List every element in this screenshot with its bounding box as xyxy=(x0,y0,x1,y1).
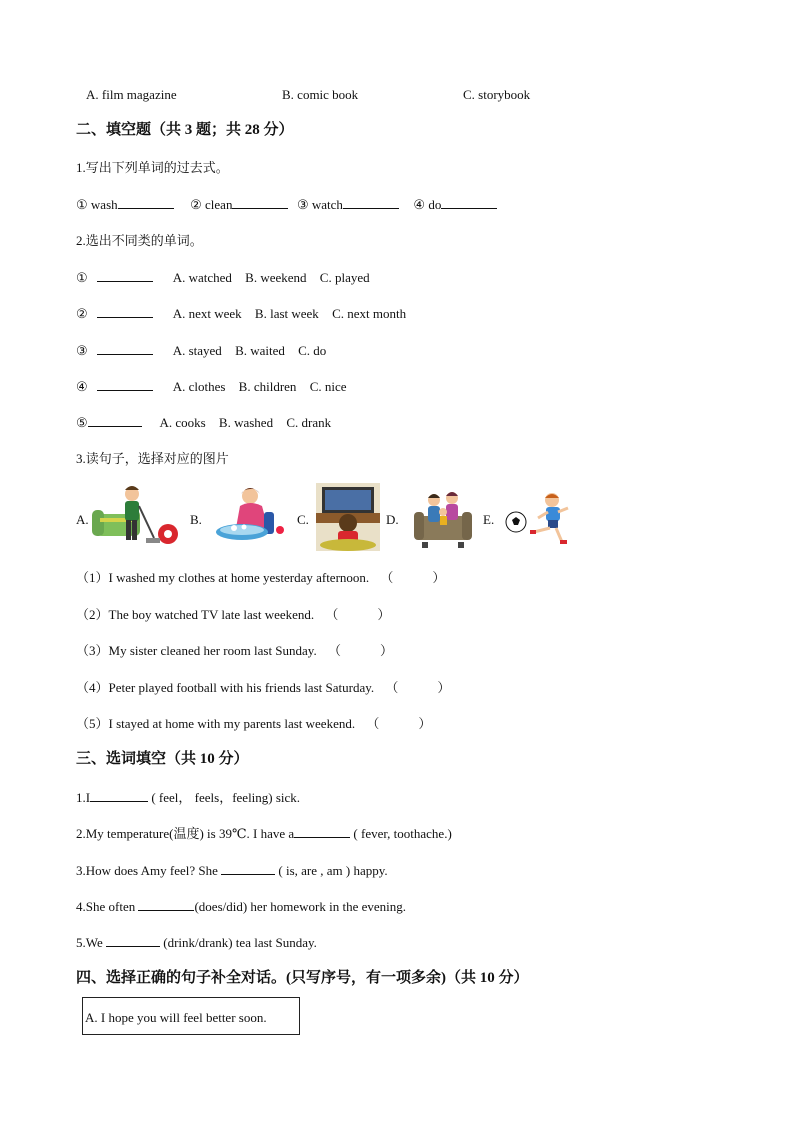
sentence-num: （5） xyxy=(76,716,109,731)
sentence-num: （1） xyxy=(76,570,109,585)
choice-b: B. last week xyxy=(254,306,319,321)
answer-blank[interactable] xyxy=(343,196,399,209)
row-num: ① xyxy=(76,270,88,285)
row-num: ② xyxy=(76,306,88,321)
vacuum-cleaning-icon xyxy=(92,484,184,550)
q3-sentence-5 xyxy=(76,716,431,732)
q2-row-1 xyxy=(76,269,370,286)
section3-heading: 三、选词填空（共 10 分） xyxy=(76,751,249,767)
q1-item-2-num: ② xyxy=(190,197,202,212)
q1-item-3-word: watch xyxy=(311,197,343,212)
item-text-pre: 3.How does Amy feel? She xyxy=(76,863,218,878)
family-sofa-icon xyxy=(414,486,476,550)
q1-item-2-word: clean xyxy=(205,197,233,212)
item-text-post: (does/did) her homework in the evening. xyxy=(194,899,407,914)
q1-item-4-num: ④ xyxy=(413,197,426,212)
sentence-num: （2） xyxy=(76,607,109,622)
sentence-text: I stayed at home with my parents last weekend. xyxy=(108,716,356,731)
q3-prompt: 3.读句子，选择对应的图片 xyxy=(76,451,229,466)
answer-blank[interactable] xyxy=(97,305,153,318)
answer-blank[interactable] xyxy=(97,269,153,282)
q2-row-2 xyxy=(76,305,406,322)
choice-a: A. next week xyxy=(172,306,242,321)
choice-b: B. waited xyxy=(235,343,285,358)
q1-item-1-num: ① xyxy=(76,197,88,212)
pic-label-c: C. xyxy=(297,512,309,527)
choice-c: C. do xyxy=(298,343,327,358)
sentence-text: My sister cleaned her room last Sunday. xyxy=(108,643,317,658)
row-num: ④ xyxy=(76,379,88,394)
q1-prompt: 1.写出下列单词的过去式。 xyxy=(76,160,229,175)
answer-blank[interactable] xyxy=(138,898,194,911)
choice-a: A. stayed xyxy=(172,343,222,358)
choice-b: B. weekend xyxy=(245,270,307,285)
sentence-text: I washed my clothes at home yesterday afternoon. xyxy=(108,570,370,585)
pic-label-d: D. xyxy=(386,512,399,527)
answer-blank[interactable] xyxy=(118,196,174,209)
option-c: C. storybook xyxy=(463,87,531,102)
answer-blank[interactable] xyxy=(221,862,275,875)
q2-row-5 xyxy=(76,414,331,431)
s3-item-2 xyxy=(76,825,452,842)
pic-label-a: A. xyxy=(76,512,89,527)
answer-parens[interactable]: （ ） xyxy=(380,570,446,585)
sentence-text: Peter played football with his friends last Saturday. xyxy=(108,680,375,695)
s3-item-5 xyxy=(76,934,317,951)
answer-blank[interactable] xyxy=(106,934,160,947)
washing-clothes-icon xyxy=(210,484,290,550)
item-text-pre: 1.I xyxy=(76,790,91,805)
choice-b: B. washed xyxy=(218,415,274,430)
watching-tv-icon xyxy=(316,483,380,551)
q3-sentence-1 xyxy=(76,570,445,586)
q3-sentence-3 xyxy=(76,643,393,659)
item-text-post: (drink/drank) tea last Sunday. xyxy=(163,935,317,950)
choice-c: C. next month xyxy=(332,306,407,321)
pic-label-b: B. xyxy=(190,512,202,527)
q2-row-4 xyxy=(76,378,347,395)
answer-blank[interactable] xyxy=(97,342,153,355)
choice-a: A. clothes xyxy=(172,379,226,394)
section4-heading: 四、选择正确的句子补全对话。(只写序号，有一项多余)（共 10 分） xyxy=(76,970,529,986)
choice-b: B. children xyxy=(238,379,297,394)
option-a: A. film magazine xyxy=(86,87,177,102)
s3-item-3 xyxy=(76,862,388,879)
option-b: B. comic book xyxy=(282,87,359,102)
answer-blank[interactable] xyxy=(441,196,497,209)
option-box-text: A. I hope you will feel better soon. xyxy=(85,1010,267,1025)
answer-parens[interactable]: （ ） xyxy=(385,680,451,695)
choice-c: C. nice xyxy=(309,379,347,394)
item-text-pre: 2.My temperature(温度) is 39℃. I have a xyxy=(76,826,295,841)
answer-parens[interactable]: （ ） xyxy=(325,607,391,622)
choice-a: A. cooks xyxy=(159,415,206,430)
item-text-post: ( fever, toothache.) xyxy=(353,826,452,841)
sentence-text: The boy watched TV late last weekend. xyxy=(108,607,315,622)
answer-blank[interactable] xyxy=(294,825,350,838)
section2-heading: 二、填空题（共 3 题；共 28 分） xyxy=(76,122,294,138)
item-text-pre: 4.She often xyxy=(76,899,136,914)
answer-blank[interactable] xyxy=(90,789,148,802)
q3-sentence-2 xyxy=(76,607,390,623)
q1-item-3-num: ③ xyxy=(296,197,309,212)
q1-item-1-word: wash xyxy=(90,197,118,212)
choice-a: A. watched xyxy=(172,270,232,285)
choice-c: C. drank xyxy=(286,415,332,430)
item-text-post: ( is, are , am ) happy. xyxy=(278,863,388,878)
answer-blank[interactable] xyxy=(88,414,142,427)
row-num: ③ xyxy=(76,343,88,358)
choice-c: C. played xyxy=(319,270,370,285)
sentence-num: （4） xyxy=(76,680,109,695)
row-num: ⑤ xyxy=(76,415,88,430)
s3-item-1 xyxy=(76,789,300,806)
answer-blank[interactable] xyxy=(97,378,153,391)
answer-blank[interactable] xyxy=(232,196,288,209)
football-boy-icon xyxy=(504,490,576,546)
pic-label-e: E. xyxy=(483,512,495,527)
answer-parens[interactable]: （ ） xyxy=(327,643,393,658)
q1-item-4-word: do xyxy=(428,197,442,212)
q3-sentence-4 xyxy=(76,680,450,696)
item-text-pre: 5.We xyxy=(76,935,103,950)
q2-row-3 xyxy=(76,342,326,359)
sentence-num: （3） xyxy=(76,643,109,658)
q2-prompt: 2.选出不同类的单词。 xyxy=(76,233,203,248)
option-box xyxy=(82,997,300,1035)
item-text-post: ( feel， feels，feeling) sick. xyxy=(151,790,301,805)
answer-parens[interactable]: （ ） xyxy=(366,716,432,731)
q1-items xyxy=(76,196,497,213)
s3-item-4 xyxy=(76,898,406,915)
